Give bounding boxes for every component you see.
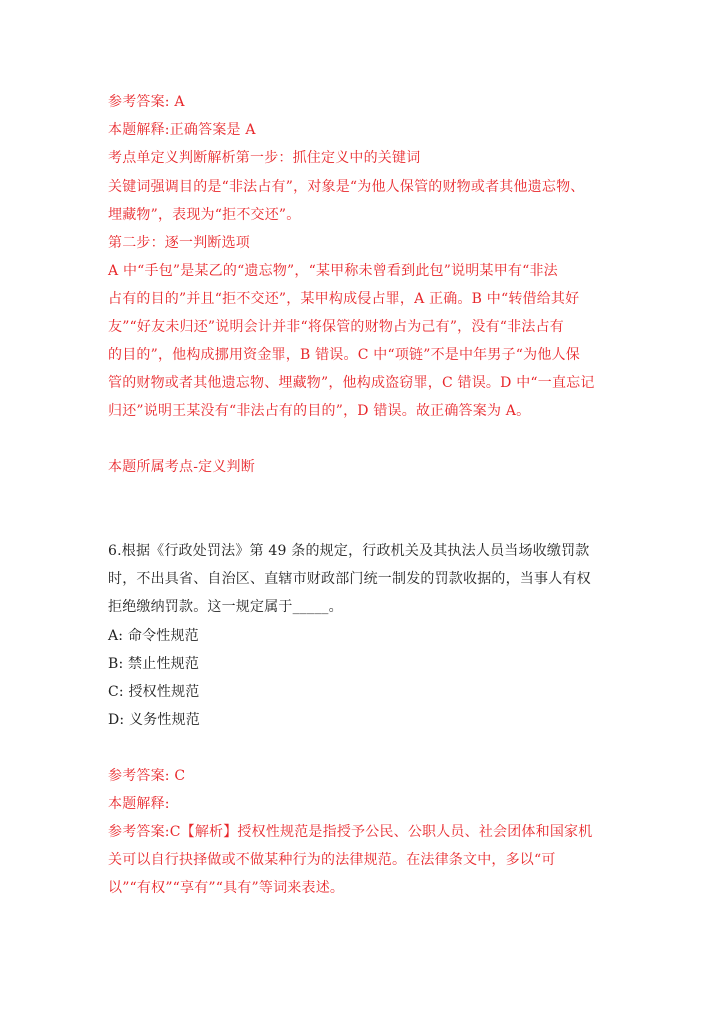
answer-label: 参考答案: C	[108, 768, 186, 784]
analysis-line: 关键词强调目的是“非法占有”，对象是“为他人保管的财物或者其他遗忘物、	[108, 179, 585, 195]
analysis-line: 友”“好友未归还”说明会计并非“将保管的财物占为己有”，没有“非法占有	[108, 319, 564, 335]
question-stem-line: 拒绝缴纳罚款。这一规定属于_____。	[108, 599, 343, 615]
explanation-label: 本题解释:	[108, 796, 170, 812]
question-stem-line: 6.根据《行政处罚法》第 49 条的规定，行政机关及其执法人员当场收缴罚款	[108, 543, 590, 559]
analysis-line: 埋藏物”，表现为“拒不交还”。	[108, 207, 301, 223]
analysis-line: 的目的”，他构成挪用资金罪，B 错误。C 中“项链”不是中年男子“为他人保	[108, 347, 580, 363]
question-stem-line: 时，不出具省、自治区、直辖市财政部门统一制发的罚款收据的，当事人有权	[108, 571, 591, 587]
analysis-line: 管的财物或者其他遗忘物、埋藏物”，他构成盗窃罪，C 错误。D 中“一直忘记	[108, 375, 595, 391]
option-b: B: 禁止性规范	[108, 656, 200, 672]
analysis-line: 以”“有权”“享有”“具有”等词来表述。	[108, 880, 345, 896]
analysis-line: 考点单定义判断解析第一步：抓住定义中的关键词	[108, 150, 421, 166]
category-label: 本题所属考点-定义判断	[108, 459, 255, 475]
analysis-line: 参考答案:C【解析】授权性规范是指授予公民、公职人员、社会团体和国家机	[108, 824, 593, 840]
option-a: A: 命令性规范	[108, 628, 199, 644]
option-c: C: 授权性规范	[108, 684, 200, 700]
analysis-line: 第二步：逐一判断选项	[108, 235, 250, 251]
option-d: D: 义务性规范	[108, 712, 200, 728]
analysis-line: 归还”说明王某没有“非法占有的目的”，D 错误。故正确答案为 A。	[108, 403, 531, 419]
answer-label: 参考答案: A	[108, 94, 185, 110]
explanation-label: 本题解释:正确答案是 A	[108, 122, 256, 138]
analysis-line: A 中“手包”是某乙的“遗忘物”，“某甲称未曾看到此包”说明某甲有“非法	[108, 263, 558, 279]
analysis-line: 关可以自行抉择做或不做某种行为的法律规范。在法律条文中，多以“可	[108, 852, 556, 868]
analysis-line: 占有的目的”并且“拒不交还”，某甲构成侵占罪，A 正确。B 中“转借给其好	[108, 291, 580, 307]
